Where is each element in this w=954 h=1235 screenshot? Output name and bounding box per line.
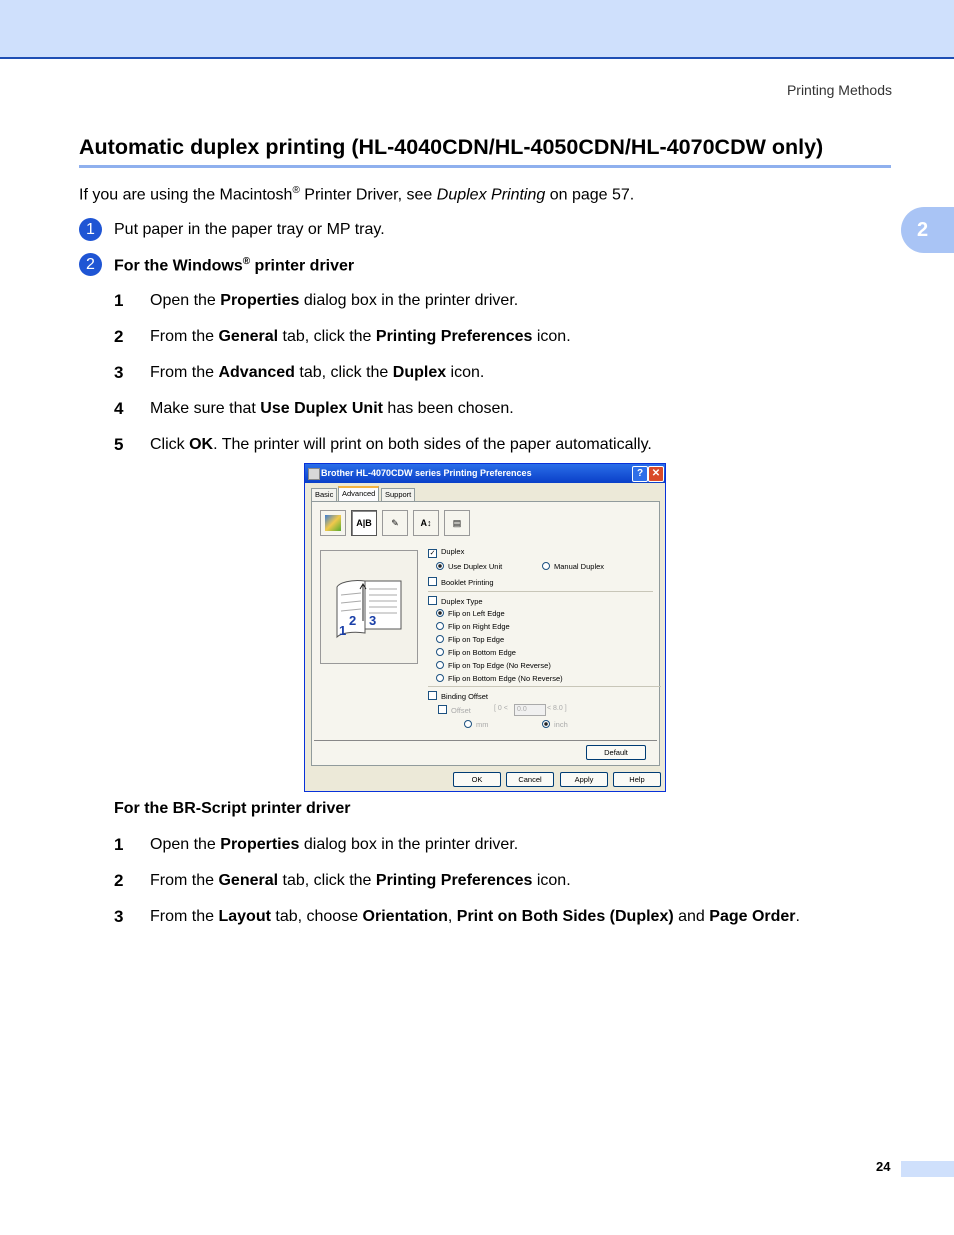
section-label: Printing Methods (786, 82, 892, 98)
apply-button[interactable]: Apply (560, 772, 608, 787)
unit-mm-radio[interactable]: mm (464, 720, 489, 729)
divider (428, 591, 653, 592)
substep-text: From the General tab, click the Printing Preferences icon. (150, 872, 571, 889)
header-band (0, 0, 954, 59)
duplex-icon-button[interactable]: A|B (351, 510, 377, 536)
use-duplex-unit-radio[interactable]: Use Duplex Unit (436, 562, 502, 571)
flip-bottom-edge-radio[interactable]: Flip on Bottom Edge (436, 648, 516, 657)
booklet-preview-icon (321, 551, 417, 663)
duplex-checkbox[interactable]: ✓ Duplex (428, 547, 464, 558)
step-1-text: Put paper in the paper tray or MP tray. (114, 221, 385, 238)
divider (314, 740, 657, 741)
printer-icon (308, 468, 320, 480)
substep-number: 3 (114, 907, 124, 926)
flip-left-edge-radio[interactable]: Flip on Left Edge (436, 609, 505, 618)
substep-text: Open the Properties dialog box in the printer driver. (150, 836, 519, 853)
duplex-preview (320, 550, 418, 664)
flip-bottom-no-reverse-radio[interactable]: Flip on Bottom Edge (No Reverse) (436, 674, 563, 683)
substep-number: 4 (114, 399, 124, 418)
offset-range-min: [ 0 < (494, 705, 508, 712)
substep-number: 1 (114, 835, 124, 854)
substep-text: Make sure that Use Duplex Unit has been chosen. (150, 400, 514, 417)
advanced-panel (311, 501, 660, 766)
tab-advanced[interactable]: Advanced (338, 486, 379, 502)
duplex-type-label: Duplex Type (428, 596, 483, 606)
footer-band (901, 1161, 954, 1177)
step-marker-2: 2 (79, 253, 102, 276)
page-heading: Automatic duplex printing (HL-4040CDN/HL-4050CDN/HL-4070CDW only) (79, 135, 891, 168)
intro-paragraph: If you are using the Macintosh® Printer Driver, see Duplex Printing on page 57. (79, 185, 635, 204)
flip-right-edge-radio[interactable]: Flip on Right Edge (436, 622, 510, 631)
help-button[interactable]: Help (613, 772, 661, 787)
flip-top-no-reverse-radio[interactable]: Flip on Top Edge (No Reverse) (436, 661, 551, 670)
preview-number-2: 2 (349, 613, 357, 628)
step-marker-1: 1 (79, 218, 102, 241)
substep-number: 2 (114, 327, 124, 346)
printing-preferences-dialog (304, 463, 666, 792)
cancel-button[interactable]: Cancel (506, 772, 554, 787)
ok-button[interactable]: OK (453, 772, 501, 787)
offset-range-max: < 8.0 ] (547, 705, 567, 712)
br-script-heading: For the BR-Script printer driver (114, 800, 351, 817)
booklet-printing-checkbox[interactable]: Booklet Printing (428, 577, 494, 587)
preview-number-3: 3 (369, 613, 377, 628)
flip-top-edge-radio[interactable]: Flip on Top Edge (436, 635, 504, 644)
dialog-title: Brother HL-4070CDW series Printing Preferences (321, 468, 532, 478)
dialog-titlebar (305, 464, 665, 483)
substep-text: From the Advanced tab, click the Duplex icon. (150, 364, 485, 381)
substep-number: 3 (114, 363, 124, 382)
tab-basic[interactable]: Basic (311, 488, 337, 501)
substep-text: Open the Properties dialog box in the printer driver. (150, 292, 519, 309)
windows-driver-heading: For the Windows® printer driver (114, 256, 355, 275)
device-options-icon-button[interactable]: ▤ (444, 510, 470, 536)
color-icon-button[interactable] (320, 510, 346, 536)
default-button[interactable]: Default (586, 745, 646, 760)
offset-label: Offset (438, 705, 471, 715)
close-icon[interactable]: ✕ (648, 466, 664, 482)
substep-text: Click OK. The printer will print on both sides of the paper automatically. (150, 436, 652, 453)
watermark-icon-button[interactable]: ✎ (382, 510, 408, 536)
substep-number: 1 (114, 291, 124, 310)
substep-text: From the General tab, click the Printing Preferences icon. (150, 328, 571, 345)
chapter-tab: 2 (901, 207, 954, 253)
substep-number: 2 (114, 871, 124, 890)
preview-number-1: 1 (339, 623, 347, 638)
unit-inch-radio[interactable]: inch (542, 720, 568, 729)
page-setting-icon-button[interactable]: A↕ (413, 510, 439, 536)
substep-text: From the Layout tab, choose Orientation, Print on Both Sides (Duplex) and Page Order. (150, 908, 800, 925)
binding-offset-checkbox[interactable]: Binding Offset (428, 691, 488, 701)
substep-number: 5 (114, 435, 124, 454)
page-number: 24 (876, 1159, 891, 1174)
help-icon[interactable]: ? (632, 466, 648, 482)
tab-support[interactable]: Support (381, 488, 415, 501)
duplex-printing-link[interactable]: Duplex Printing (436, 186, 546, 204)
manual-duplex-radio[interactable]: Manual Duplex (542, 562, 604, 571)
divider (428, 686, 661, 687)
offset-input[interactable]: 0.0 (514, 704, 546, 716)
